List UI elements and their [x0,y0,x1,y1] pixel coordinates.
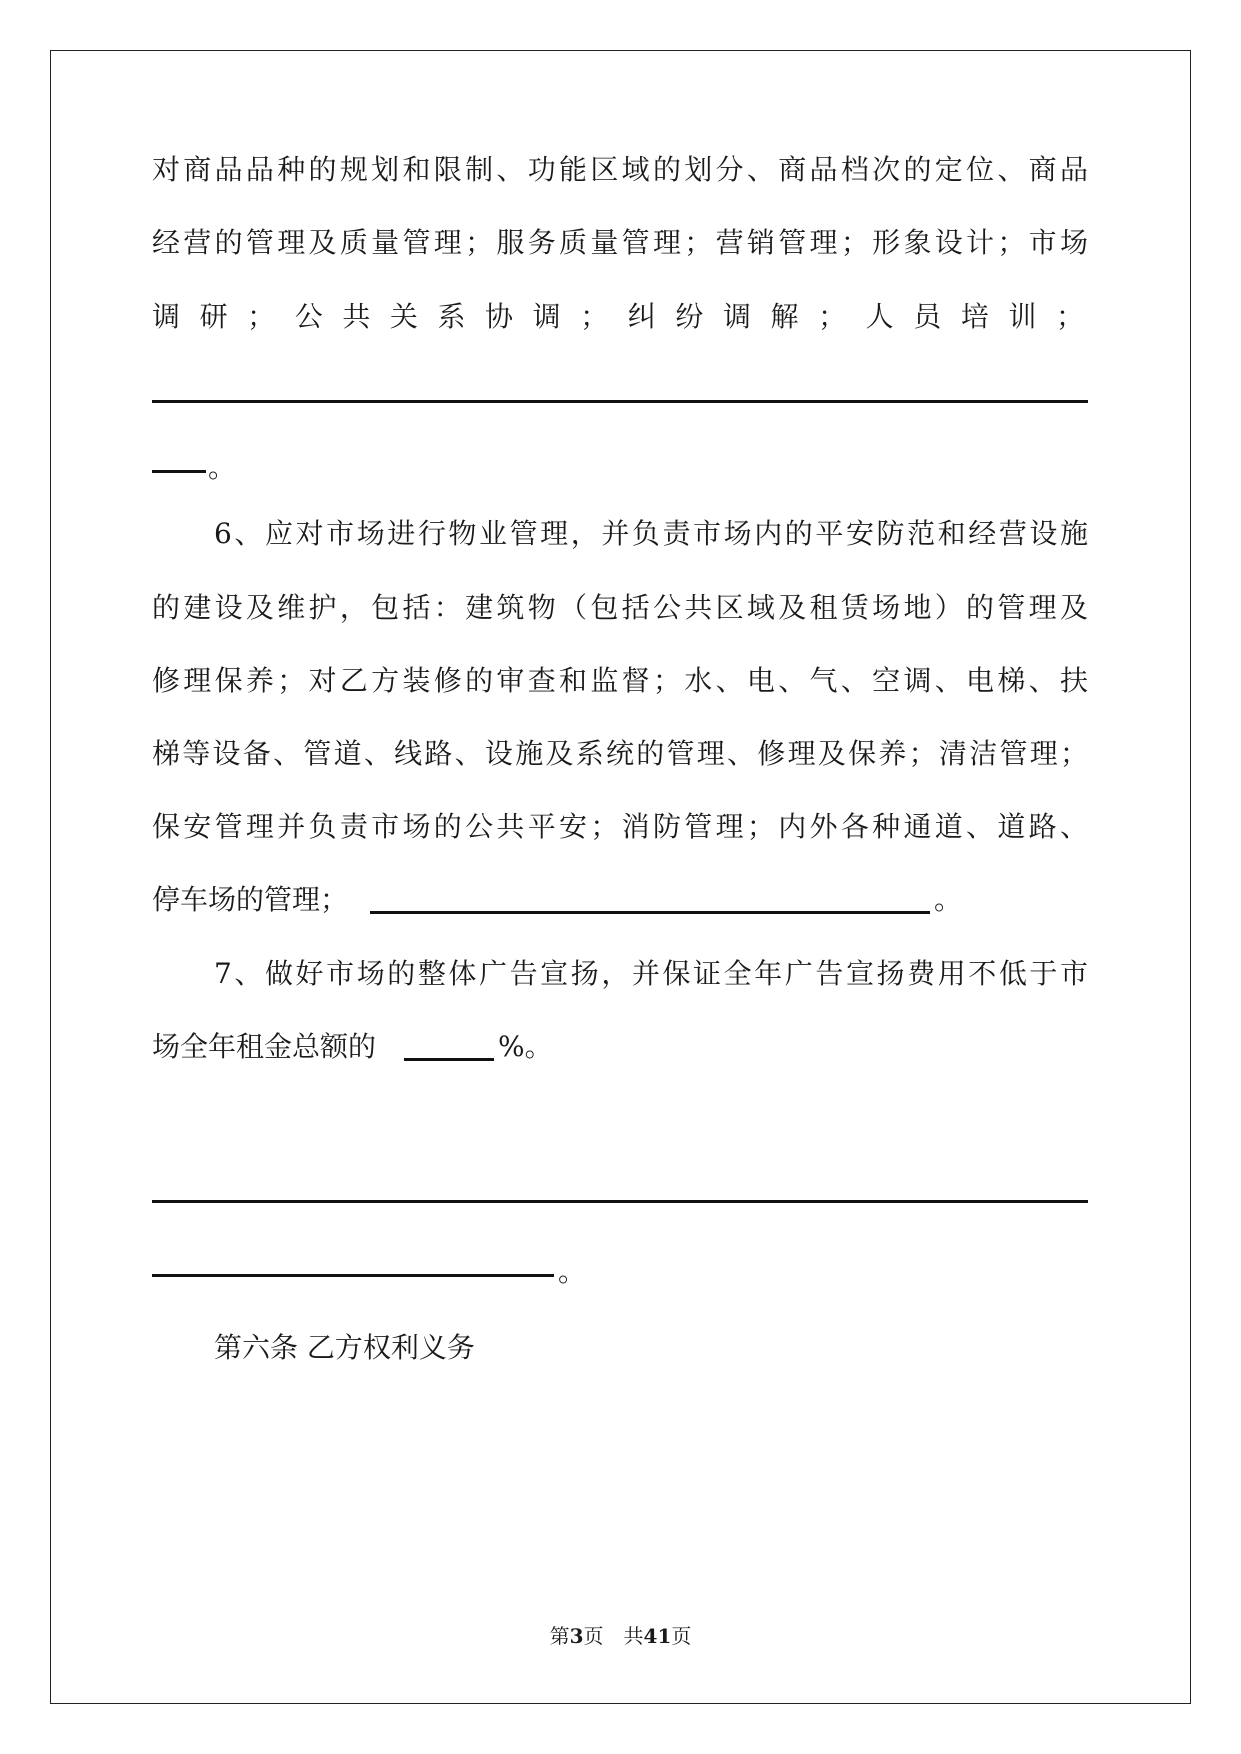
fill-in-blank-rule [152,400,1088,403]
fill-in-blank-rule [152,1200,1088,1203]
item-6-line-3: 修理保养；对乙方装修的审查和监督；水、电、气、空调、电梯、扶 [152,664,1088,697]
item-6-line-6: 停车场的管理； [152,883,349,916]
fill-in-blank-rule [370,911,930,914]
item-6-line-5: 保安管理并负责市场的公共平安；消防管理；内外各种通道、道路、 [152,810,1088,843]
section-heading-article-6: 第六条 乙方权利义务 [214,1331,475,1364]
footer-page-prefix: 第 [549,1624,570,1648]
line-end-period: 。 [558,1255,587,1288]
footer-page-total: 41 [643,1624,672,1648]
text-line-3: 调研；公共关系协调；纠纷调解；人员培训； [152,300,1088,333]
item-6-line-2: 的建设及维护，包括：建筑物（包括公共区域及租赁场地）的管理及 [152,591,1088,624]
item-6-line-4: 梯等设备、管道、线路、设施及系统的管理、修理及保养；清洁管理； [152,737,1088,770]
fill-in-blank-rule [152,1274,554,1277]
percent-blank-rule [404,1058,494,1061]
text-line-1: 对商品品种的规划和限制、功能区域的划分、商品档次的定位、商品 [152,153,1088,186]
item-6-line-1: 6、应对市场进行物业管理，并负责市场内的平安防范和经营设施 [214,517,1088,550]
fill-in-blank-rule-short [152,470,206,473]
page-footer [0,1622,1241,1650]
footer-page-mid: 页 共 [583,1624,644,1648]
footer-page-suffix: 页 [671,1624,692,1648]
line-end-period: 。 [208,451,237,484]
footer-page-number: 3 [569,1624,584,1648]
text-line-2: 经营的管理及质量管理；服务质量管理；营销管理；形象设计；市场 [152,226,1088,259]
line-end-period: 。 [934,883,963,916]
percent-sign: %。 [498,1030,553,1063]
item-7-line-2: 场全年租金总额的 [152,1030,377,1063]
item-7-line-1: 7、做好市场的整体广告宣扬，并保证全年广告宣扬费用不低于市 [214,957,1088,990]
